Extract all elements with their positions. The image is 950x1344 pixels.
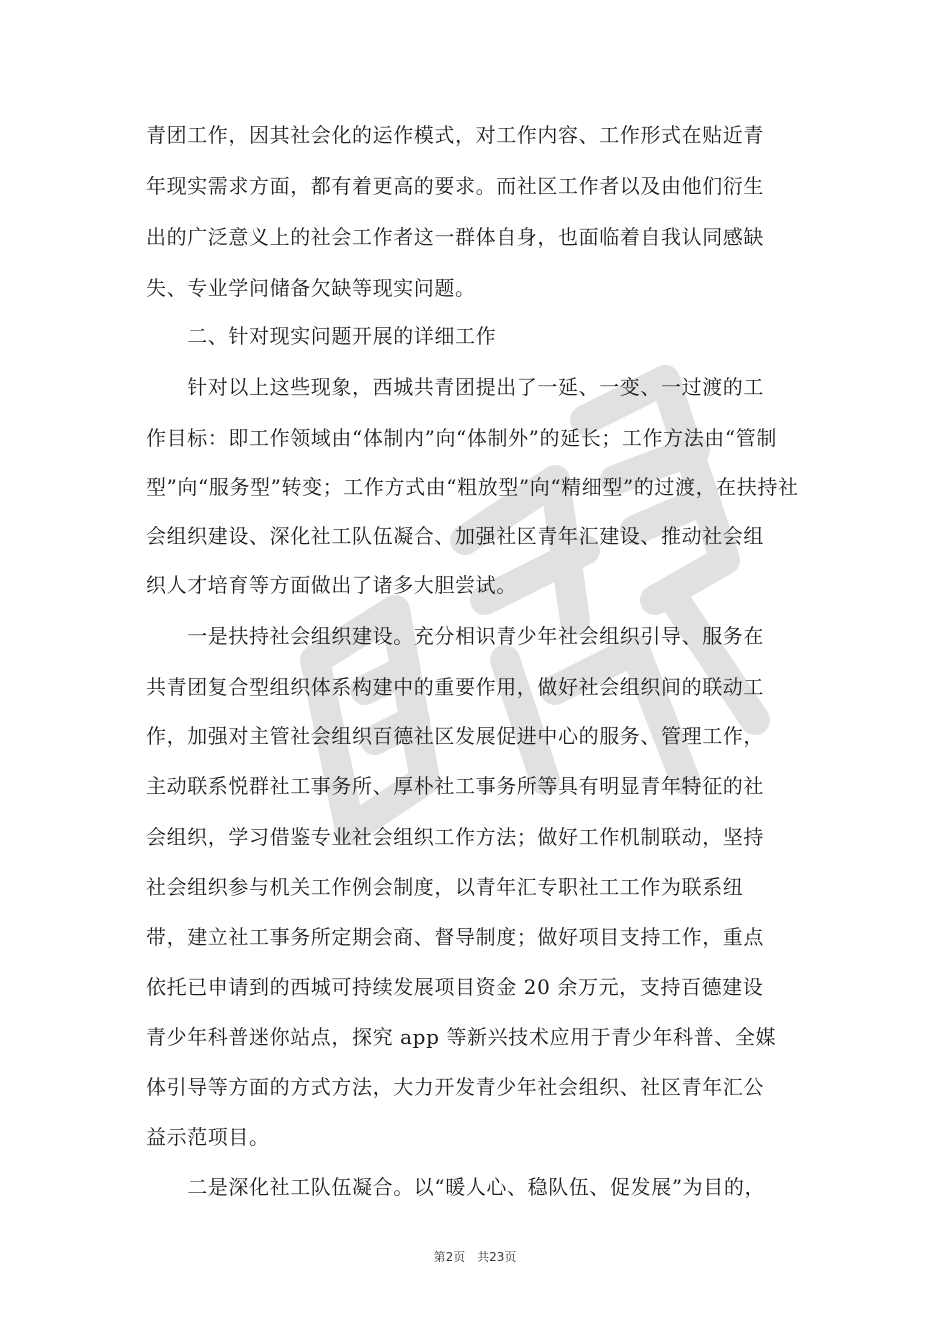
section-heading: 二、针对现实问题开展的详细工作 — [146, 324, 497, 348]
text-line: 作，加强对主管社会组织百德社区发展促进中心的服务、管理工作， — [146, 724, 764, 748]
text-line: 社会组织参与机关工作例会制度，以青年汇专职社工工作为联系纽 — [146, 875, 744, 899]
page-number: 第2页 — [433, 1250, 466, 1264]
text-line: 益示范项目。 — [146, 1125, 270, 1149]
text-line: 年现实需求方面，都有着更高的要求。而社区工作者以及由他们衍生 — [146, 174, 764, 198]
text-line: 体引导等方面的方式方法，大力开发青少年社会组织、社区青年汇公 — [146, 1075, 764, 1099]
text-line: 共青团复合型组织体系构建中的重要作用，做好社会组织间的联动工 — [146, 675, 764, 699]
text-line: 依托已申请到的西城可持续发展项目资金 20 余万元，支持百德建设 — [146, 975, 764, 999]
text-line: 青少年科普迷你站点，探究 app 等新兴技术应用于青少年科普、全媒 — [146, 1025, 777, 1049]
text-line: 型”向“服务型”转变；工作方式由“粗放型”向“精细型”的过渡，在扶持社 — [146, 475, 799, 499]
text-line: 二是深化社工队伍凝合。以“暖人心、稳队伍、促发展”为目的， — [146, 1175, 766, 1199]
text-line: 失、专业学问储备欠缺等现实问题。 — [146, 276, 476, 300]
text-line: 会组织，学习借鉴专业社会组织工作方法；做好工作机制联动，坚持 — [146, 825, 764, 849]
text-line: 一是扶持社会组织建设。充分相识青少年社会组织引导、服务在 — [146, 624, 764, 648]
text-line: 出的广泛意义上的社会工作者这一群体自身，也面临着自我认同感缺 — [146, 225, 764, 249]
text-line: 带，建立社工事务所定期会商、督导制度；做好项目支持工作，重点 — [146, 925, 764, 949]
text-line: 主动联系悦群社工事务所、厚朴社工事务所等具有明显青年特征的社 — [146, 774, 764, 798]
text-line: 青团工作，因其社会化的运作模式，对工作内容、工作形式在贴近青 — [146, 123, 764, 147]
page-footer — [0, 1248, 950, 1265]
text-line: 织人才培育等方面做出了诸多大胆尝试。 — [146, 573, 517, 597]
page-total: 共23页 — [477, 1250, 517, 1264]
text-line: 针对以上这些现象，西城共青团提出了一延、一变、一过渡的工 — [146, 375, 764, 399]
text-line: 作目标：即工作领域由“体制内”向“体制外”的延长；工作方法由“管制 — [146, 426, 777, 450]
text-line: 会组织建设、深化社工队伍凝合、加强社区青年汇建设、推动社会组 — [146, 524, 764, 548]
